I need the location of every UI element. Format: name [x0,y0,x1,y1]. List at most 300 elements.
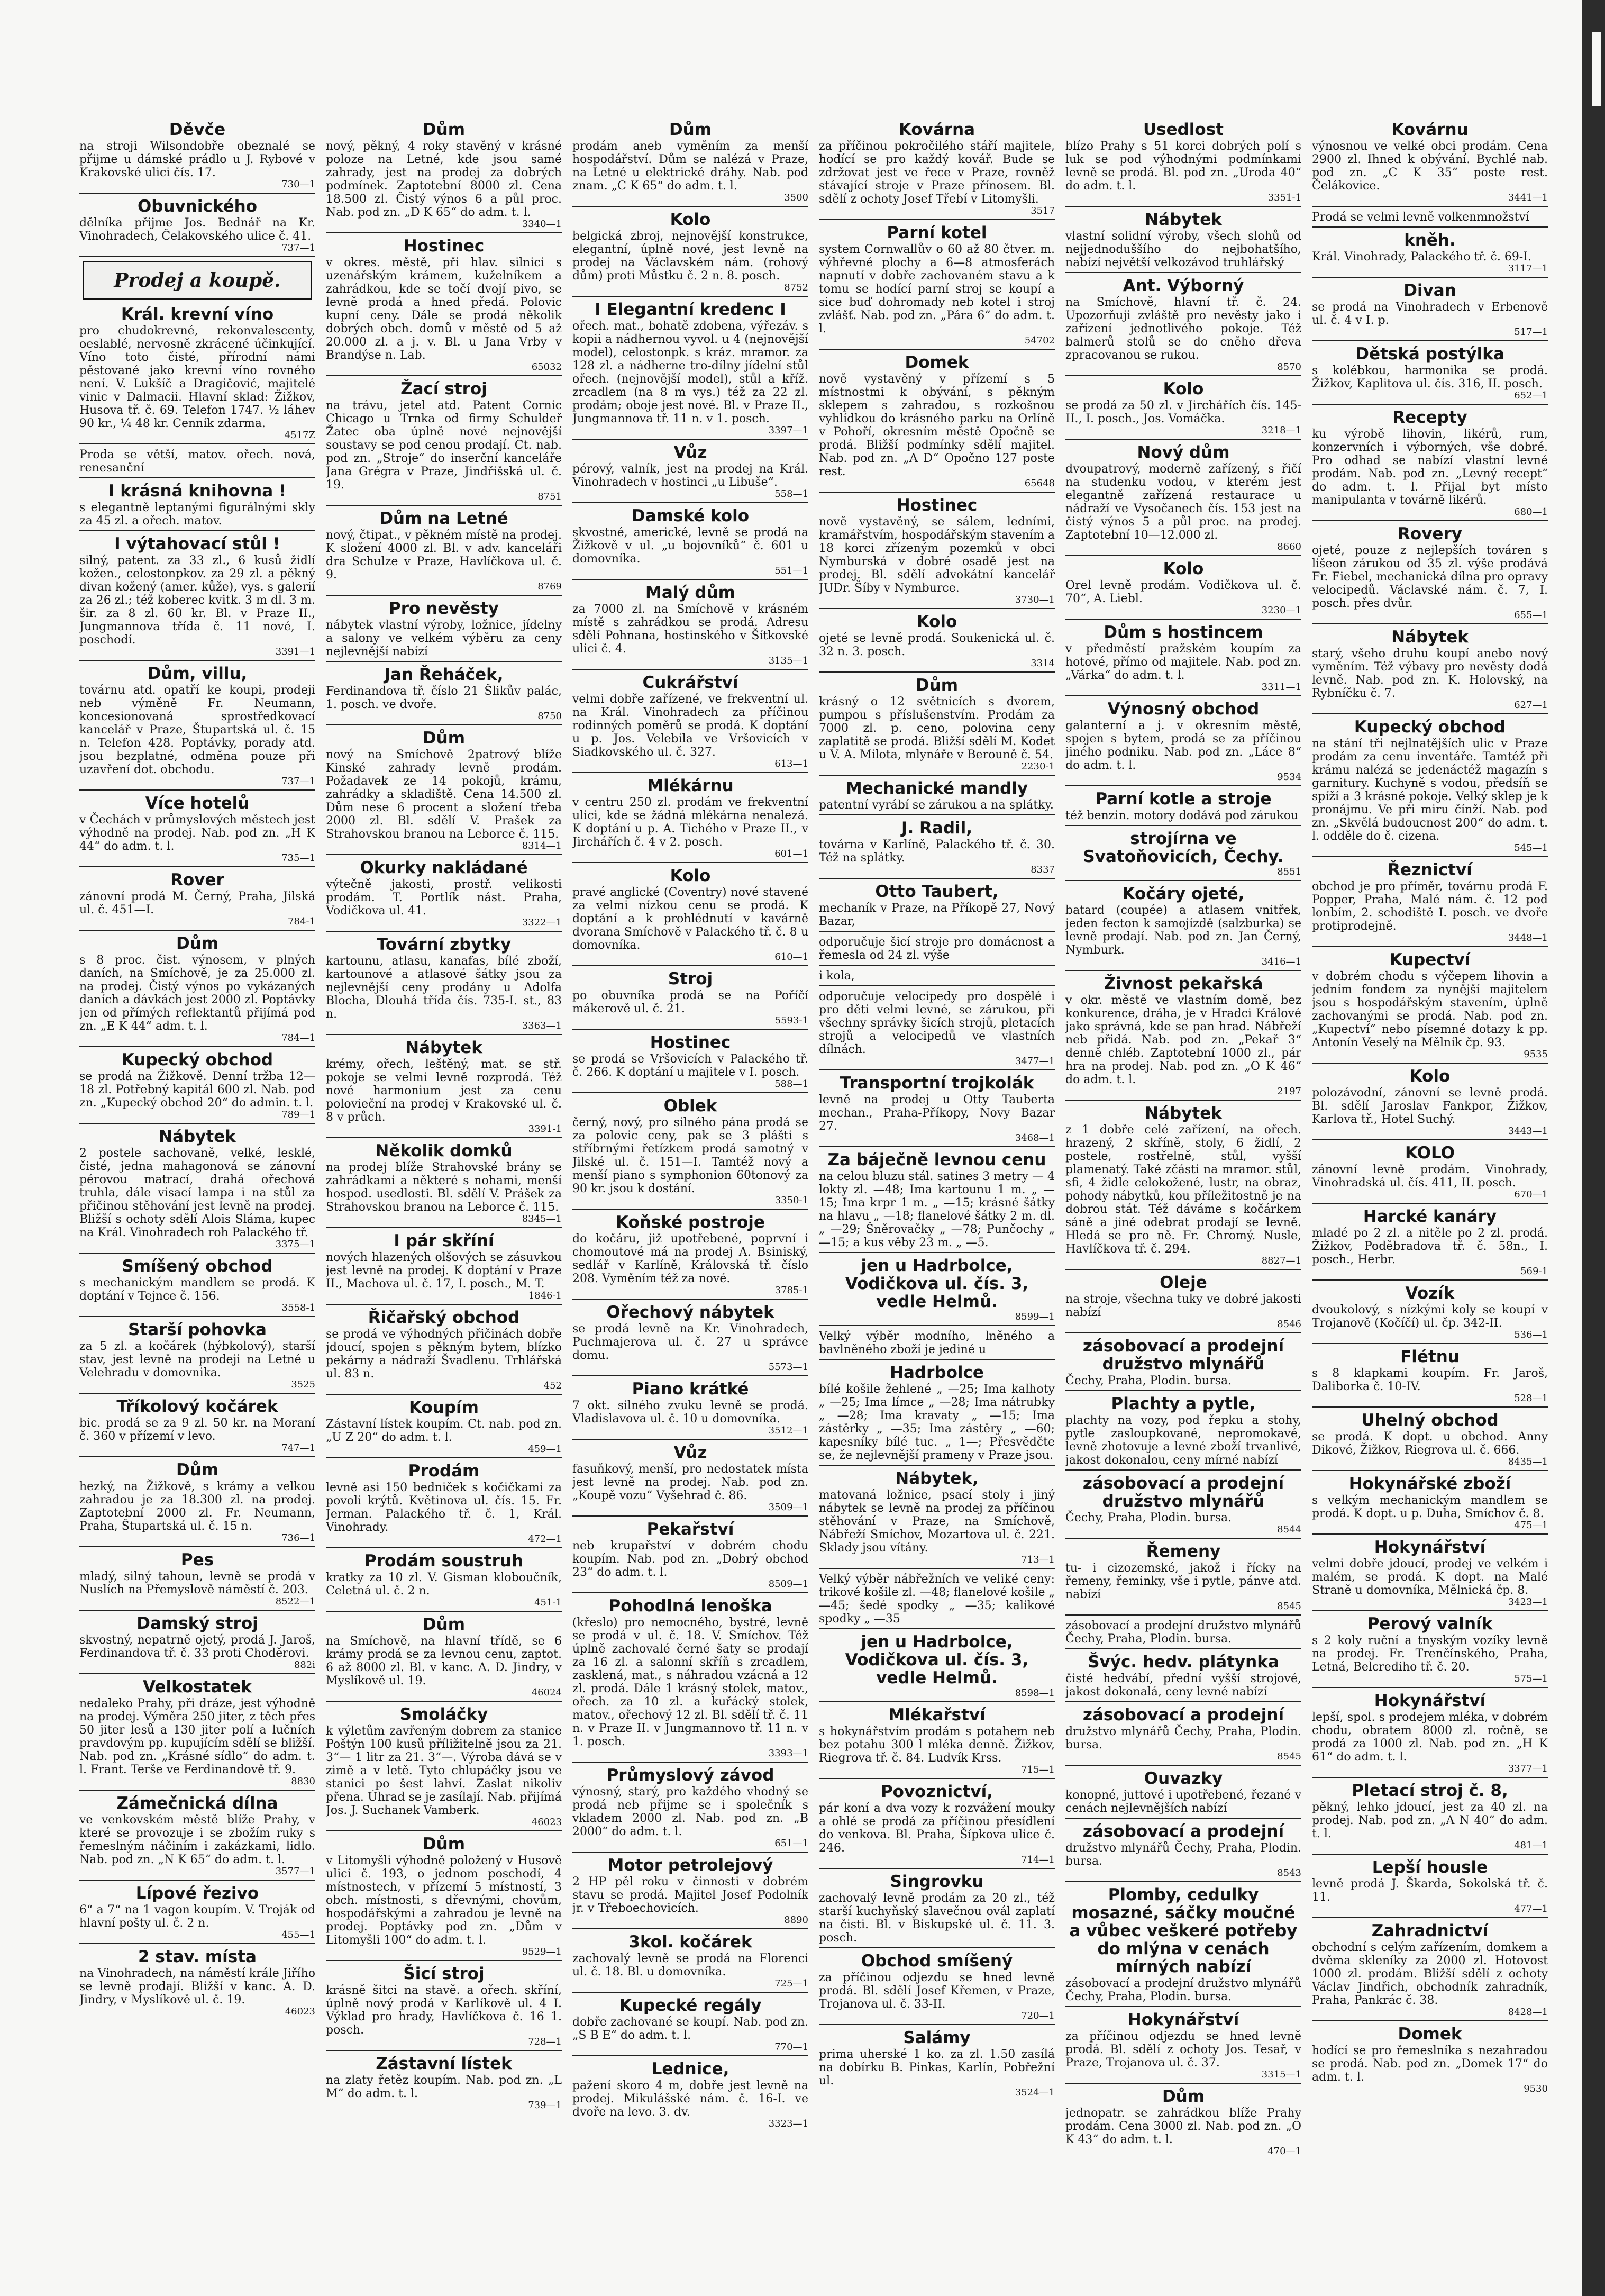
ad-reference-code: 65648 [1024,478,1055,489]
ad-reference-code: 8545 [1277,1751,1301,1762]
classified-ad [79,934,315,1047]
ad-headline: strojírna ve Svatoňovicích, Čechy. [1083,829,1284,866]
ad-body: výnosný, starý, pro každého vhodný se prodá neb přijme se i společník s vkladem 2000 zl. Nab. pod zn. „B 2000“ do adm. t. l. [572,1785,808,1838]
classified-ad [326,600,562,662]
ad-reference-code: 3397—1 [768,425,808,436]
classified-ad [1065,1769,1301,1819]
ad-headline: Malý dům [645,583,735,602]
classified-ad [572,584,808,670]
classified-ad [572,1597,808,1763]
ad-headline: Otto Taubert, [875,882,999,901]
ad-body: Čechy, Praha, Plodin. bursa. [1065,1374,1232,1387]
ad-body: na celou bluzu stál. satines 3 metry — 4 lokty zl. —48; Ima kartounu 1 m. „ —15; Ima krpr 1 m. „ —15; krásné šátky na hlavu „ —18; flanelové šátky 2 m. dl. „ —29; Šněrovačky „ —78; Punčochy „ —15; a kus věby 23 m. „ —5. [819,1170,1055,1249]
classified-ad [1065,277,1301,376]
ad-reference-code: 3441—1 [1508,192,1548,203]
ad-body: system Cornwallův o 60 až 80 čtver. m. výhřevné plochy a 6—8 atmosferách napnutí v dobře zachovaném stavu a k tomu se hodící parní stroj se koupí a sice buď dohromady neb kotel i stroj zvlášť. Nab. pod zn. „Pára 6“ do adm. t. l. [819,243,1055,335]
ad-body: 7 okt. silného zvuku levně se prodá. Vladislavova ul. č. 10 u domovníka. [572,1399,808,1426]
ad-body: konopné, juttové i upotřebené, řezané v cenách nejlevnějších nabízí [1065,1789,1301,1815]
ad-body: jednopatr. se zahrádkou blíže Prahy prodám. Cena 3000 zl. Nab. pod zn. „O K 43“ do adm. t. l. [1065,2107,1301,2146]
classified-ad [79,1884,315,1944]
classified-ad [1065,1653,1301,1702]
classified-ad [572,1856,808,1929]
ad-body: se prodá. K dopt. u obchod. Anny Dikové, Žižkov, Riegrova ul. č. 666. [1312,1430,1548,1457]
ad-body: 2 postele sachovaně, velké, lesklé, čisté, jedna mahagonová se zánovní pérovou matrací, drahá ořechová truhla, dále visací lampa i na stůl za přičinou stěhování jest levně na prodej. Bližší s ochoty sdělí Alois Sláma, kupec na Král. Vinohradech roh Palackého tř. [79,1147,315,1239]
ad-headline: Kolo [670,210,711,229]
ad-body: zachovalý levně prodám za 20 zl., též starší kuchyňský slavečnou ovál zaplatí na čisti. Bl. v Biskupské ul. č. 11. 3. posch. [819,1892,1055,1945]
classified-ads-page [79,121,1550,2280]
ad-headline: Flétnu [1400,1347,1460,1366]
ad-headline: Dům [176,934,219,953]
ad-body: zánovní levně prodám. Vinohrady, Vinohradská ul. čís. 411, II. posch. [1312,1163,1548,1190]
ad-reference-code: 8769 [537,581,562,592]
classified-ad [326,1965,562,2051]
ad-body: prima uherské 1 ko. za zl. 1.50 zasílá na dobírku B. Pinkas, Karlín, Pobřežní ul. [819,2048,1055,2088]
ad-headline: Vůz [673,443,707,462]
ad-headline: Kolo [670,866,711,885]
ad-reference-code: 3558-1 [281,1302,315,1313]
ad-headline: Mechanické mandly [845,779,1028,798]
ad-reference-code: 3117—1 [1508,263,1548,274]
classified-ad [79,197,315,257]
classified-ad [1312,718,1548,857]
classified-ad [1065,1886,1301,2007]
ad-headline: Král. krevní víno [121,305,274,324]
classified-ad [1312,951,1548,1064]
ad-reference-code: 477—1 [1514,1903,1548,1914]
classified-ad [1312,1615,1548,1688]
ad-body: v dobrém chodu s výčepem lihovin a jedním fondem za nynější majitelem jsou s hospodářským stavením, úplně zachovanými se prodá. Nab. pod zn. „Kupectví“ nebo písemné dotazy k pp. Antonín Veselý na Mělník čp. 93. [1312,970,1548,1049]
ad-headline: Dům [669,121,712,139]
ad-body: bic. prodá se za 9 zl. 50 kr. na Moraní č. 360 v přízemí v levo. [79,1417,315,1443]
ad-body: továrnu atd. opatří ke koupi, prodeji neb výměně Fr. Neumann, koncesionovaná sprostředkovací kancelář v Praze, Štupartská ul. č. 15 n. Telefon 428. Poptávky, porady atd. jsou bezplatné, odměna pouze při uzavření dot. obchodu. [79,684,315,776]
ad-body: černý, nový, pro silného pána prodá se za polovic ceny, pak se 3 plášti s stříbrnými řetízkem prodá samotný v Jilské ul. č. 151—I. Tamtéž nový a menší piano s symphonion 60tonový za 90 kr. jsou k dostání. [572,1116,808,1195]
ad-reference-code: 9534 [1277,772,1301,783]
ad-reference-code: 3322—1 [522,917,562,928]
ad-body: zachovalý levně se prodá na Florenci ul. č. 18. Bl. u domovníka. [572,1952,808,1979]
ad-headline: I pár skříní [394,1231,494,1250]
classified-ad [326,510,562,596]
ad-reference-code: 8750 [537,711,562,722]
ad-reference-code: 5573—1 [768,1362,808,1373]
ad-reference-code: 3351-1 [1267,192,1301,203]
classified-ad [326,729,562,855]
ad-headline: Pekařství [646,1520,734,1539]
classified-ad [1312,409,1548,521]
classified-ad [572,507,808,580]
ad-reference-code: 3785-1 [774,1285,808,1296]
classified-ad [572,1996,808,2056]
ad-body: na Smíchově, hlavní tř. č. 24. Upozorňuji zvláště pro nevěsty jako i zařízení jednotlivého pokoje. Též balmerů stolů se do cněho dřeva zpracovanou se rukou. [1065,296,1301,362]
classified-ad [326,1552,562,1612]
ad-body: velmi dobře jdoucí, prodej ve velkém i malém, se prodá. K dopt. na Malé Straně u domovníka, Mělnická čp. 8. [1312,1557,1548,1597]
ad-body: ve venkovském městě blíže Prahy, v které se provozuje i se zbožím ruky s řemeslným náčiním i zakázkami, lidlo. Nab. pod zn. „N K 65“ do adm. t. l. [79,1813,315,1866]
classified-ad [572,1213,808,1300]
classified-ad [819,883,1055,932]
ad-headline: Průmyslový závod [606,1766,774,1785]
ad-headline: Dům, villu, [147,664,248,683]
ad-body: bílé košile žehlené „ —25; Ima kalhoty „ —25; Ima límce „ —28; Ima nátrubky „ —28; Ima kravaty „ —15; Ima zástěrky „ —35; Ima zástěry „ —60; kapesníky bílé tuc. „ 1—; Přesvědčte se, že nejlevnější prameny v Praze jsou. [819,1383,1055,1462]
classified-ad [572,121,808,207]
classified-ad [572,1933,808,1993]
ad-headline: 3kol. kočárek [628,1932,752,1952]
ad-headline: Dům [1162,2087,1205,2106]
classified-ad [819,990,1055,1070]
ad-body: zásobovací a prodejní družstvo mlynářů Čechy, Praha, Plodin. bursa. [1065,1977,1301,2003]
ad-body: odporučuje velocipedy pro dospělé i pro děti velmi levné, se zárukou, při všechny správky šicích strojů, pletacích strojů a velocipedů ve vlastních dílnách. [819,990,1055,1056]
ad-headline: J. Radil, [901,819,973,838]
classified-ad [79,535,315,661]
classified-ad [1312,211,1548,228]
classified-ad [1312,1411,1548,1471]
ad-reference-code: 8543 [1277,1867,1301,1878]
ad-body: družstvo mlynářů Čechy, Praha, Plodin. bursa. [1065,1725,1301,1752]
classified-ad [326,1309,562,1395]
ad-headline: Prodám soustruh [364,1551,524,1571]
classified-ad [79,1128,315,1254]
ad-headline: Živnost pekařská [1104,974,1263,993]
ad-headline: Damský stroj [136,1614,258,1633]
ad-body: v Čechách v průmyslových městech jest výhodně na prodej. Nab. pod zn. „H K 44“ do adm. t. l. [79,813,315,853]
ad-body: skvostný, nepatrně ojetý, prodá J. Jaroš, Ferdinandova tř. č. 33 proti Choděrovi. [79,1633,315,1660]
ad-headline: Tříkolový kočárek [116,1397,278,1416]
ad-reference-code: 8660 [1277,541,1301,552]
ad-reference-code: 713—1 [1021,1554,1055,1565]
ad-reference-code: 528—1 [1514,1393,1548,1404]
ad-reference-code: 3512—1 [768,1425,808,1436]
ad-body: pěkný, lehko jdoucí, jest za 40 zl. na prodej. Nab. pod zn. „A N 40“ do adm. t. l. [1312,1801,1548,1840]
classified-ad [819,224,1055,350]
classified-ad [819,1330,1055,1360]
ad-headline: Hostinec [650,1033,731,1052]
ad-reference-code: 670—1 [1514,1189,1548,1200]
ad-headline: jen u Hadrbolce, Vodičkova ul. čís. 3, vedle Helmů. [845,1256,1029,1311]
ad-headline: Mlékařství [888,1705,986,1725]
ad-reference-code: 8598—1 [1015,1687,1055,1699]
ad-body: s elegantně leptanými figurálnými skly za 45 zl. a ořech. matov. [79,501,315,528]
ad-body: na trávu, jetel atd. Patent Cornic Chicago u Trnka od firmy Schuldeř Žatec oba úplně nové nejnovější soustavy se pod cenou prodají. Ct. nab. pod zn. „Stroje“ do inserční kanceláře Jana Grégra v Praze, Jindřišská ul. č. 19. [326,399,562,492]
ad-headline: Kolo [916,612,957,631]
classified-ad [1312,525,1548,624]
ad-headline: Žací stroj [400,379,487,398]
ad-body: s 8 proc. čist. výnosem, v plných daních, na Smíchově, je za 25.000 zl. na prodej. Čistý výnos po vykázaných daních a dávkách jest 2000 zl. Poptávky jen od přímých reflektantů přijímá pod zn. „E K 44“ adm. t. l. [79,954,315,1033]
classified-ad [1312,231,1548,278]
ad-reference-code: 720—1 [1021,2010,1055,2021]
ad-reference-code: 588—1 [774,1078,808,1090]
ads-column-6 [1312,121,1548,2280]
ad-headline: Kupecký obchod [121,1050,273,1069]
classified-ad [1065,700,1301,786]
classified-ad [1312,121,1548,207]
ads-column-5 [1065,121,1301,2280]
ad-body: neb krupařství v dobrém chodu koupím. Nab. pod zn. „Dobrý obchod 23“ do adm. t. l. [572,1539,808,1579]
ad-reference-code: 65032 [531,361,562,373]
ad-reference-code: 8599—1 [1015,1311,1055,1322]
ad-body: Velký výběr nábřežních ve veliké ceny: trikové košile zl. —48; flanelové košile „ —45; šedé spodky „ —35; kalikové spodky „ —35 [819,1573,1055,1626]
ad-headline: Nábytek [405,1038,482,1057]
ad-headline: Několik domků [375,1141,513,1160]
classified-ad [819,1633,1055,1702]
ad-headline: Zahradnictví [1371,1921,1489,1940]
ad-reference-code: 3135—1 [768,655,808,666]
classified-ad [1065,121,1301,207]
ad-body: plachty na vozy, pod řepku a stohy, pytle zasloupkované, nepromokavé, levně zhotovuje a levné zboží trvanlivé, jakost dokonalou, ceny mírné nabízí [1065,1414,1301,1467]
ad-body: levně na prodej u Otty Tauberta mechan., Praha-Příkopy, Novy Bazar 27. [819,1093,1055,1133]
classified-ad [79,1794,315,1881]
ad-body: v centru 250 zl. prodám ve frekventní ulici, kde se žádná mlékárna nenalezá. K doptání u p. A. Tichého v Praze II., v Jirchářích č. 4 v 2. posch. [572,796,808,849]
classified-ad [1312,1284,1548,1344]
ad-reference-code: 517—1 [1514,326,1548,338]
ad-reference-code: 3730—1 [1015,594,1055,605]
classified-ad [326,666,562,725]
ad-headline: Domek [1398,2025,1462,2044]
ad-body: obchodní s celým zařízením, domkem a dvěma skleníky za 2000 zl. Hotovost 1000 zl. prodám. Bližší sdělí z ochoty Václav Jindřich, obchodník zahradník, Praha, Pankrác č. 38. [1312,1941,1548,2007]
ad-body: patentní vyrábí se zárukou a na splátky. [819,798,1054,812]
ad-reference-code: 545—1 [1514,842,1548,854]
ad-reference-code: 8751 [537,491,562,502]
ad-headline: Švýc. hedv. plátynka [1088,1653,1279,1672]
ad-reference-code: 3340—1 [522,219,562,230]
ad-reference-code: 8830 [291,1776,315,1787]
ad-reference-code: 3477—1 [1015,1056,1055,1067]
ad-reference-code: 601—1 [774,848,808,859]
ad-body: se prodá na Vinohradech v Erbenově ul. č. 4 v I. p. [1312,301,1548,327]
ad-headline: Nábytek, [895,1469,979,1488]
ad-headline: zásobovací a prodejní [1082,1705,1284,1725]
ad-reference-code: 8345—1 [522,1213,562,1224]
ad-body: na stroji Wilsondobře obeznalé se přijme u dámské prádlo u J. Rybové v Krakovské ulici čís. 17. [79,140,315,179]
ad-reference-code: 652—1 [1514,390,1548,401]
ad-headline: Dům [422,121,466,139]
classified-ad [819,1873,1055,1948]
ad-headline: Ořechový nábytek [606,1303,774,1322]
ad-body: levně prodá J. Škarda, Sokolská tř. č. 11. [1312,1877,1548,1904]
ad-reference-code: 737—1 [281,242,315,253]
ad-reference-code: 3230—1 [1261,605,1301,616]
classified-ad [1065,211,1301,273]
ad-headline: Dům [422,1615,466,1634]
ad-headline: Koňské postroje [616,1213,765,1232]
ad-body: se prodá na Žižkově. Denní tržba 12—18 zl. Potřebný kapitál 600 zl. Nab. pod zn. „Kupecký obchod 20“ do admin. t. l. [79,1070,315,1110]
classified-ad [572,443,808,503]
ad-body: Čechy, Praha, Plodin. bursa. [1065,1511,1232,1524]
ad-reference-code: 9535 [1524,1049,1548,1060]
classified-ad [572,1097,808,1210]
classified-ad [1065,560,1301,620]
ad-reference-code: 651—1 [774,1838,808,1849]
classified-ad [572,301,808,440]
classified-ad [79,1948,315,2020]
ad-body: batard (coupée) a atlasem vnitřek, jeden fecton k samojízdě (salzburka) se levně prodají. Nab. pod zn. Jan Černý, Nymburk. [1065,904,1301,957]
ad-headline: Usedlost [1143,121,1224,139]
classified-ad [326,1039,562,1138]
ad-headline: Hadrbolce [890,1363,984,1382]
ad-headline: Výnosný obchod [1107,700,1260,719]
classified-ad [79,1461,315,1547]
ad-body: dvoupatrový, moderně zařízený, s řičí na studenku vodou, v kterém jest elegantně zařízená restaurace u nádraží ve Vysočanech čís. 153 jest na čistý výnos 5 a půl proc. na prodej. Zaptotební 10—12.000 zl. [1065,462,1301,542]
ad-reference-code: 3500 [784,192,808,203]
classified-ad [1312,1858,1548,1918]
ad-body: za příčinou pokročilého stáří majitele, hodící se pro každý kovář. Bude se zdržovat jest ve řece v Praze, rovněž stávající stroje v Praze přínosem. Bl. sdělí z ochoty Josef Třebí v Litomyšli. [819,140,1055,206]
ad-headline: Plachty a pytle, [1111,1394,1256,1413]
classified-ad [819,2029,1055,2101]
classified-ad [1065,1337,1301,1391]
classified-ad [326,237,562,376]
page-edge-shadow [1582,0,1605,2296]
ad-body: na Smíchově, na hlavní třídě, se 6 krámy prodá se za levnou cenu, zaptot. 6 až 8000 zl. Bl. v kanc. A. D. Jindry, v Myslíkově ul. 19. [326,1635,562,1687]
ad-headline: Hokynářství [1374,1538,1486,1557]
ad-headline: Kočáry ojeté, [1122,884,1245,903]
ad-reference-code: 8551 [1277,866,1301,877]
ad-headline: Dům [176,1460,219,1480]
ad-reference-code: 455—1 [281,1929,315,1940]
ad-headline: Pohodlná lenoška [608,1596,772,1616]
ad-reference-code: 9529—1 [522,1946,562,1957]
ad-body: Orel levně prodám. Vodičkova ul. č. 70“, A. Liebl. [1065,579,1301,605]
ad-body: za 5 zl. a kočárek (hýbkolový), starší stav, jest levně na prodeji na Letné u Velehradu v domovnika. [79,1340,315,1380]
ad-reference-code: 714—1 [1021,1854,1055,1865]
ad-headline: Rover [170,870,224,890]
classified-ad [1065,830,1301,881]
classified-ad [819,613,1055,673]
ad-body: velmi dobře zařízené, ve frekventní ul. na Král. Vinohradech za příčinou rodinných poměrů se prodá. K doptání u p. Jos. Velebila ve Vršovicích v Siadkovského ul. č. 327. [572,693,808,759]
classified-ad [572,674,808,773]
ad-body: nově vystavěný, se sálem, ledními, kramářstvím, hospodářským stavením a 18 korci zřízeným pozemků v obci Nymburská v dobré osadě jest na prodej. Bl. sdělí advokátní kancelář JUDr. Šíby v Nymburce. [819,515,1055,595]
ad-body: výnosnou ve velké obci prodám. Cena 2900 zl. Ihned k obývání. Bychlé nab. pod zn. „C K 35“ poste rest. Čelákovice. [1312,140,1548,193]
ad-body: starý, všeho druhu koupí anebo nový vyměním. Též výbavy pro nevěsty dodá levně. Nab. pod zn. K. Holovský, na Rybníčku č. 7. [1312,647,1548,700]
classified-ad [326,1705,562,1831]
ad-body: galanterní a j. v okresním městě, spojen s bytem, prodá se za příčinou jiného podniku. Nab. pod zn. „Láce 8“ do adm. t. l. [1065,719,1301,772]
classified-ad [1065,443,1301,556]
ad-body: Velký výběr modního, lněného a bavlněného zboží je jediné u [819,1330,1055,1356]
page-corner-fold [1592,32,1601,106]
ad-headline: Oleje [1160,1273,1207,1292]
ad-headline: Obuvnického [137,197,258,216]
ad-headline: zásobovací a prodejní [1082,1822,1284,1841]
ad-body: nový, pěkný, 4 roky stavěný v krásné poloze na Letné, kde jsou samé zahrady, jest na prodej za dobrých podmínek. Zaptotební 8000 zl. Cena 18.500 zl. Čistý výnos 6 a půl proc. Nab. pod zn. „D K 65“ do adm. t. l. [326,140,562,219]
ad-body: Proda se větší, matov. ořech. nová, renesanční [79,448,315,475]
ad-headline: Pro nevěsty [389,599,499,618]
ad-headline: Za báječně levnou cenu [827,1150,1046,1169]
classified-ad [79,665,315,791]
classified-ad [572,1444,808,1517]
ad-reference-code: 3448—1 [1508,932,1548,943]
ad-headline: Kolo [1409,1067,1451,1086]
ad-body: pro chudokrevné, rekonvalescenty, oeslablé, nervosně zkrácené účinkující. Víno toto čisté, přírodní námi pěstované jako krevní víno rovného není. V. Lukšíč a Dragičović, majitelé vinic v Dalmacii. Hlavní sklad: Žižkov, Husova tř. č. 69. Telefon 1747. ⅟₂ láhev 90 kr., ⅟₄ 48 kr. Cenník zdarma. [79,324,315,430]
ad-reference-code: 739—1 [528,2100,562,2111]
ad-body: zánovní prodá M. Černý, Praha, Jilská ul. č. 451—I. [79,890,315,916]
ad-body: ojeté se levně prodá. Soukenická ul. č. 32 n. 3. posch. [819,632,1055,658]
classified-ad [819,1573,1055,1629]
ad-headline: Tovární zbytky [376,935,512,954]
ad-headline: Zástavní lístek [376,2054,512,2073]
ad-reference-code: 789—1 [281,1109,315,1120]
ad-reference-code: 8827—1 [1261,1255,1301,1266]
classified-ad [326,2055,562,2113]
ad-reference-code: 1846-1 [528,1290,562,1301]
ad-headline: Smoláčky [399,1705,488,1724]
ad-reference-code: 451-1 [534,1597,562,1608]
ad-headline: Hokynářství [1127,2010,1239,2029]
ad-body: v okr. městě ve vlastním domě, bez konkurence, dráha, je v Hradci Králové jako správná, kde se pan hrad. Nábřeží neb přidá. Nab. pod zn. „Pekař 3“ denně chléb. Zaptotební 1000 zl., pár hra na prodej. Nab. pod zn. „O K 46“ do adm. t. l. [1065,994,1301,1086]
ad-headline: Hokynářství [1374,1691,1486,1710]
ad-headline: Recepty [1392,408,1467,427]
ad-headline: Lepší housle [1372,1858,1488,1877]
ad-body: obchod je pro příměr, továrnu prodá F. Popper, Praha, Malé nám. č. 12 pod lonbím, 2. schodiště I. posch. ve dvoře protiprodejně. [1312,880,1548,933]
ad-reference-code: 8570 [1277,361,1301,373]
ad-body: pár koní a dva vozy k rozvážení mouky a ohlé se prodá za příčinou přesídlení do venkova. Bl. Praha, Šípkova ulice č. 246. [819,1802,1055,1855]
ad-headline: Dům [422,729,466,748]
ad-reference-code: 3375—1 [275,1239,315,1250]
classified-ad [326,1835,562,1961]
classified-ad [1065,790,1301,826]
ad-reference-code: 8428—1 [1508,2007,1548,2018]
ad-body: Zástavní lístek koupím. Ct. nab. pod zn. „U Z 20“ do adm. t. l. [326,1418,562,1444]
ad-body: dvoukolový, s nízkými koly se koupí v Trojanově (Kočíčí) ul. čp. 342-II. [1312,1303,1548,1330]
ad-headline: Vozík [1405,1284,1455,1303]
ad-reference-code: 610—1 [774,951,808,963]
ad-body: mladý, silný tahoun, levně se prodá v Nuslích na Přemyslově náměstí č. 203. [79,1570,315,1596]
ad-body: se prodá levně na Kr. Vinohradech, Puchmajerova ul. č. 27 u správce domu. [572,1322,808,1362]
ad-reference-code: 452 [543,1380,562,1391]
ad-headline: Dům [915,676,959,695]
ad-headline: Hostinec [896,496,978,515]
ad-headline: Lednice, [651,2059,729,2079]
ad-headline: jen u Hadrbolce, Vodičkova ul. čís. 3, vedle Helmů. [845,1632,1029,1687]
ad-body: s mechanickým mandlem se prodá. K doptání v Tejnce č. 156. [79,1276,315,1303]
ad-body: nábytek vlastní výroby, ložnice, jídelny a salony ve velkém výběru za ceny nejlevnější nabízí [326,619,562,658]
ad-headline: Okurky nakládané [360,858,528,877]
ad-body: za příčinou odjezdu se hned levně prodá. Bl. sdělí z ochoty Jos. Tesař, v Praze, Trojanova ul. č. 37. [1065,2030,1301,2070]
ad-reference-code: 8546 [1277,1319,1301,1330]
ad-body: ořech. mat., bohatě zdobena, výřezáv. s kopii a nádhernou vyvol. u 4 (nejnovější model), celostonpk. s kráz. mramor. za 128 zl. a nádherne tro-dílny jídelní stůl ořech. (nejnovější model), stůl a kříž. zrcadlem (na 8 m vys.) též za 22 zl. prodám; oboje jest nové. Bl. v Praze II., Jungmannova tř. 11 n. v 1. posch. [572,320,808,425]
classified-ad [79,1397,315,1457]
classified-ad [1065,1104,1301,1270]
ad-body: s hokynářstvím prodám s potahem neb bez potahu 300 l mléka denně. Žižkov, Riegrova tř. č. 84. Ludvík Krss. [819,1725,1055,1765]
ad-reference-code: 54702 [1024,335,1055,346]
classified-ad [572,970,808,1030]
ad-headline: Povoznictví, [880,1782,993,1801]
ad-body: Prodá se velmi levně volkenmnožství [1312,211,1529,224]
classified-ad [572,1766,808,1853]
ad-reference-code: 472—1 [528,1533,562,1545]
classified-ad [1312,1475,1548,1535]
ad-reference-code: 8544 [1277,1524,1301,1535]
ad-reference-code: 613—1 [774,758,808,769]
ad-body: z 1 dobře celé zařízení, na ořech. hrazený, 2 skříně, stoly, 6 židlí, 2 postele, rostřelně, stůl, vyšší plamenatý. Také zčásti na mramor. stůl, sfi, 4 židle celokožené, lustr, na obraz, pohody nábytků, kou příležitostně je na dobrou stát. Též dáváme s kočárkem sáně a jiné odebrat prodají se levně. Hledá se pro ně. Fr. Chromý. Nusle, Havlíčkova tř. č. 294. [1065,1123,1301,1256]
classified-ad [326,1616,562,1702]
ad-reference-code: 728—1 [528,2036,562,2047]
classified-ad [79,482,315,531]
ad-body: lepší, spol. s prodejem mléka, v dobrém chodu, obratem 8000 zl. ročně, se prodá za 1000 zl. Nab. pod zn. „H K 61“ do adm. t. l. [1312,1711,1548,1764]
ad-body: s kolébkou, harmonika se prodá. Žižkov, Kaplitova ul. čís. 316, II. posch. [1312,364,1548,391]
classified-ad [819,676,1055,776]
ad-headline: Plomby, cedulky mosazné, sáčky moučné a vůbec veškeré potřeby do mlýna v cenách mírných nabízí [1069,1885,1298,1976]
ad-body: krémy, ořech, leštěný, mat. se stř. pokoje se velmi levně rozprodá. Též nové harmonium jest za cenu polovieční na prodej v Krakovské ul. č. 8 v průch. [326,1058,562,1124]
ad-headline: Dům s hostincem [1104,623,1263,642]
classified-ad [572,1520,808,1593]
classified-ad [79,1678,315,1791]
ad-headline: Vůz [673,1443,707,1462]
ad-headline: Koupím [409,1398,479,1417]
ad-body: kratky za 10 zl. V. Gisman kloboučník, Celetná ul. č. 2 n. [326,1571,562,1598]
ad-body: čisté hedvábí, přední vyšší strojové, jakost dokonalá, ceny levné nabízí [1065,1672,1301,1699]
ad-body: po obuvníka prodá se na Poříčí mákerově ul. č. 21. [572,989,808,1015]
ad-body: silný, patent. za 33 zl., 6 kusů židlí kožen., celostonpkov. za 29 zl. a pěkný divan kožený (amer. kůže), vys. s galerií za 26 zl.; též koberec kvitk. 3 m dl. 3 m. šir. za 8 zl. 60 kr. Bl. v Praze II., Jungmannova třída č. 11 nové, I. poschodí. [79,554,315,647]
ad-reference-code: 8435—1 [1508,1456,1548,1467]
classified-ad [572,777,808,863]
ad-body: (křeslo) pro nemocného, bystré, levně se prodá v ul. č. 18. V. Smíchov. Též úplně zachovalé černé šaty se prodají za 16 zl. a salonní skříň s zrcadlem, zasklená, mat., s náhradou vzácná a 12 zl. prodá. Dále 1 krásný stolek, matov., ořech. za 10 zl. a kuřácký stolek, matov., ořechový 12 zl. Bl. sdělí tř. č. 11 n. v Praze II. v Jungmannovo tř. 11 n. v 1. posch. [572,1616,808,1748]
ad-body: ojeté, pouze z nejlepších továren s lišeon zárukou od 35 zl. výše prodává Fr. Fiebel, mechanická dílna pro opravy velocipedů. Václavské nám. č. 7, I. posch. přes dvůr. [1312,544,1548,610]
